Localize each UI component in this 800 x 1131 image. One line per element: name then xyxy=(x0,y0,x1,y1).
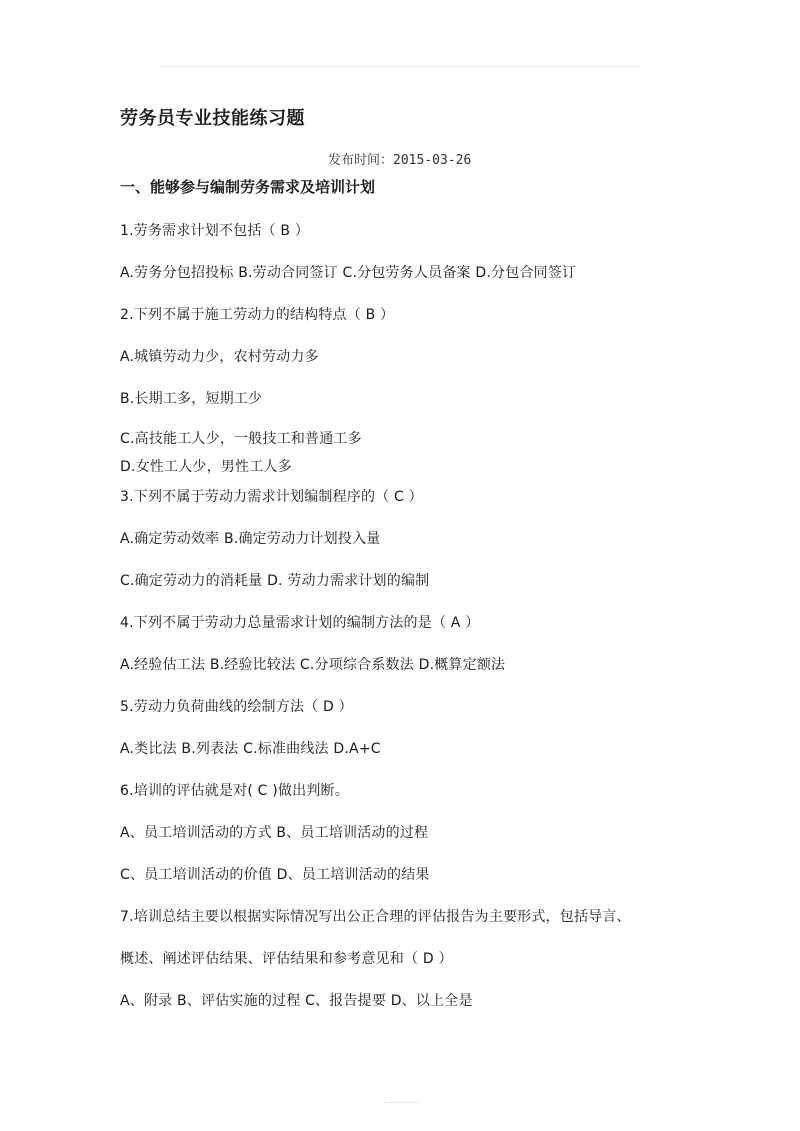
question-6-options-cd: C、员工培训活动的价值 D、员工培训活动的结果 xyxy=(120,867,430,883)
question-2-option-a: A.城镇劳动力少，农村劳动力多 xyxy=(120,349,319,365)
question-1-options: A.劳务分包招投标 B.劳动合同签订 C.分包劳务人员备案 D.分包合同签订 xyxy=(120,265,577,281)
footer-mark xyxy=(384,1102,420,1103)
publish-date: 2015-03-26 xyxy=(393,153,472,168)
section-heading: 一、能够参与编制劳务需求及培训计划 xyxy=(120,178,376,196)
question-7-line-1: 7.培训总结主要以根据实际情况写出公正合理的评估报告为主要形式，包括导言、 xyxy=(120,909,631,925)
question-6-options-ab: A、员工培训活动的方式 B、员工培训活动的过程 xyxy=(120,825,429,841)
question-5-options: A.类比法 B.列表法 C.标准曲线法 D.A+C xyxy=(120,741,381,757)
question-2: 2.下列不属于施工劳动力的结构特点（ B ） xyxy=(120,307,395,323)
header-rule xyxy=(160,66,640,67)
question-2-option-b: B.长期工多，短期工少 xyxy=(120,391,263,407)
question-5: 5.劳动力负荷曲线的绘制方法（ D ） xyxy=(120,699,353,715)
question-4: 4.下列不属于劳动力总量需求计划的编制方法的是（ A ） xyxy=(120,615,480,631)
publish-date-line xyxy=(328,149,471,168)
publish-label: 发布时间： xyxy=(328,153,394,168)
question-7-options: A、附录 B、评估实施的过程 C、报告提要 D、以上全是 xyxy=(120,993,473,1009)
question-7-line-2: 概述、阐述评估结果、评估结果和参考意见和（ D ） xyxy=(120,951,453,967)
question-3: 3.下列不属于劳动力需求计划编制程序的（ C ） xyxy=(120,489,423,505)
question-6: 6.培训的评估就是对( C )做出判断。 xyxy=(120,783,349,799)
question-2-option-d: D.女性工人少，男性工人多 xyxy=(120,459,292,475)
question-4-options: A.经验估工法 B.经验比较法 C.分项综合系数法 D.概算定额法 xyxy=(120,657,506,673)
question-1: 1.劳务需求计划不包括（ B ） xyxy=(120,223,310,239)
question-2-option-c: C.高技能工人少，一般技工和普通工多 xyxy=(120,431,362,447)
question-3-options-cd: C.确定劳动力的消耗量 D. 劳动力需求计划的编制 xyxy=(120,573,430,589)
question-3-options-ab: A.确定劳动效率 B.确定劳动力计划投入量 xyxy=(120,531,381,547)
page-title: 劳务员专业技能练习题 xyxy=(120,108,305,129)
